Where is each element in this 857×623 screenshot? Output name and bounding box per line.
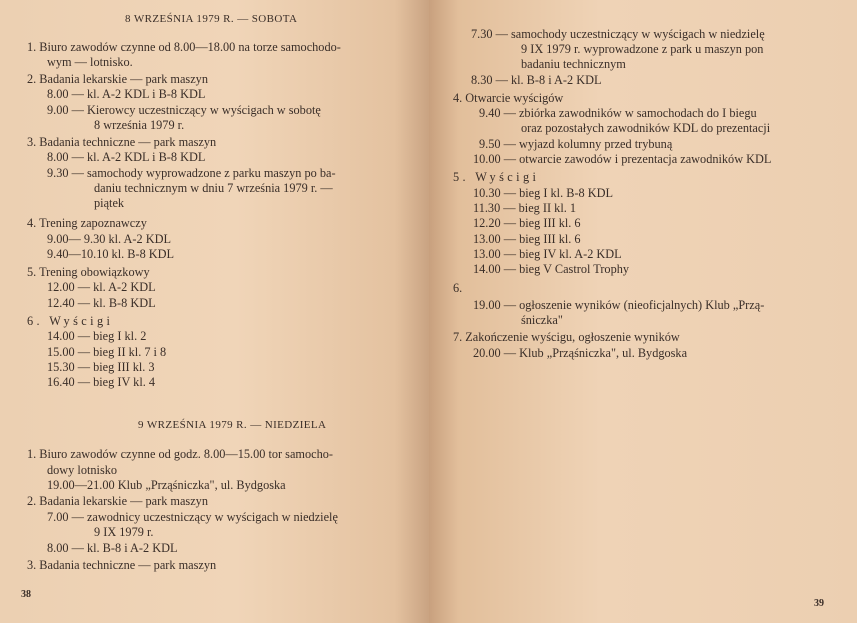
text-line: śniczka": [521, 313, 563, 327]
text-line: 9.40—10.10 kl. B-8 KDL: [47, 247, 175, 261]
page-number: 38: [21, 589, 31, 600]
text-line: 8 września 1979 r.: [94, 118, 185, 132]
text-line: 11.30 — bieg II kl. 1: [473, 201, 577, 215]
text-line: 19.00—21.00 Klub „Prząśniczka", ul. Bydgoska: [47, 478, 286, 492]
text-line: 6.: [453, 281, 463, 295]
text-line: 12.00 — kl. A-2 KDL: [47, 280, 156, 294]
text-line: 7.00 — zawodnicy uczestniczący w wyścigach w niedzielę: [47, 510, 338, 524]
text-line: 3. Badania techniczne — park maszyn: [27, 135, 217, 149]
day-heading-sunday: 9 WRZEŚNIA 1979 R. — NIEDZIELA: [138, 419, 327, 431]
text-line: 9.00— 9.30 kl. A-2 KDL: [47, 232, 171, 246]
text-line: 8.00 — kl. B-8 i A-2 KDL: [47, 541, 178, 555]
right-page: [429, 0, 857, 623]
text-line: 12.40 — kl. B-8 KDL: [47, 296, 156, 310]
text-line: dowy lotnisko: [47, 463, 118, 477]
text-line: 7. Zakończenie wyścigu, ogłoszenie wyników: [453, 330, 680, 344]
text-line: 12.20 — bieg III kl. 6: [473, 216, 581, 230]
page-number: 39: [814, 598, 824, 609]
text-line: 14.00 — bieg V Castrol Trophy: [473, 262, 630, 276]
text-line: 10.00 — otwarcie zawodów i prezentacja zawodników KDL: [473, 152, 772, 166]
text-line: 9.00 — Kierowcy uczestniczący w wyścigach w sobotę: [47, 103, 321, 117]
text-line: 13.00 — bieg IV kl. A-2 KDL: [473, 247, 622, 261]
text-line: 14.00 — bieg I kl. 2: [47, 329, 147, 343]
text-line: 2. Badania lekarskie — park maszyn: [27, 494, 208, 508]
text-line: 1. Biuro zawodów czynne od 8.00—18.00 na torze samochodo-: [27, 40, 341, 54]
text-line: 9.40 — zbiórka zawodników w samochodach do I biegu: [479, 106, 757, 120]
text-line: 8.00 — kl. A-2 KDL i B-8 KDL: [47, 150, 206, 164]
text-line: 4. Trening zapoznawczy: [27, 216, 147, 230]
text-line: 15.30 — bieg III kl. 3: [47, 360, 155, 374]
text-line: 3. Badania techniczne — park maszyn: [27, 558, 217, 572]
text-line: 13.00 — bieg III kl. 6: [473, 232, 581, 246]
text-line: 20.00 — Klub „Prząśniczka", ul. Bydgoska: [473, 346, 688, 360]
text-line: 9.50 — wyjazd kolumny przed trybuną: [479, 137, 673, 151]
text-line: 4. Otwarcie wyścigów: [453, 91, 564, 105]
text-line: 15.00 — bieg II kl. 7 i 8: [47, 345, 167, 359]
text-line: 10.30 — bieg I kl. B-8 KDL: [473, 186, 614, 200]
text-line: 5. Trening obowiązkowy: [27, 265, 150, 279]
text-line: 9 IX 1979 r.: [94, 525, 154, 539]
text-line: badaniu technicznym: [521, 57, 626, 71]
text-line: 5. Wyścigi: [453, 170, 540, 184]
day-heading-saturday: 8 WRZEŚNIA 1979 R. — SOBOTA: [125, 13, 298, 25]
text-line: 19.00 — ogłoszenie wyników (nieoficjalnych) Klub „Przą-: [473, 298, 765, 312]
text-line: piątek: [94, 196, 125, 210]
text-line: 8.00 — kl. A-2 KDL i B-8 KDL: [47, 87, 206, 101]
text-line: 9.30 — samochody wyprowadzone z parku maszyn po ba-: [47, 166, 336, 180]
text-line: wym — lotnisko.: [47, 55, 133, 69]
text-line: 1. Biuro zawodów czynne od godz. 8.00—15.00 tor samocho-: [27, 447, 333, 461]
text-line: 9 IX 1979 r. wyprowadzone z park u maszyn pon: [521, 42, 764, 56]
text-line: 7.30 — samochody uczestniczący w wyścigach w niedzielę: [471, 27, 765, 41]
text-line: daniu technicznym w dniu 7 września 1979 r. —: [94, 181, 333, 195]
text-line: 2. Badania lekarskie — park maszyn: [27, 72, 208, 86]
text-line: 16.40 — bieg IV kl. 4: [47, 375, 156, 389]
text-line: oraz pozostałych zawodników KDL do prezentacji: [521, 121, 771, 135]
text-line: 6. Wyścigi: [27, 314, 114, 328]
text-line: 8.30 — kl. B-8 i A-2 KDL: [471, 73, 602, 87]
